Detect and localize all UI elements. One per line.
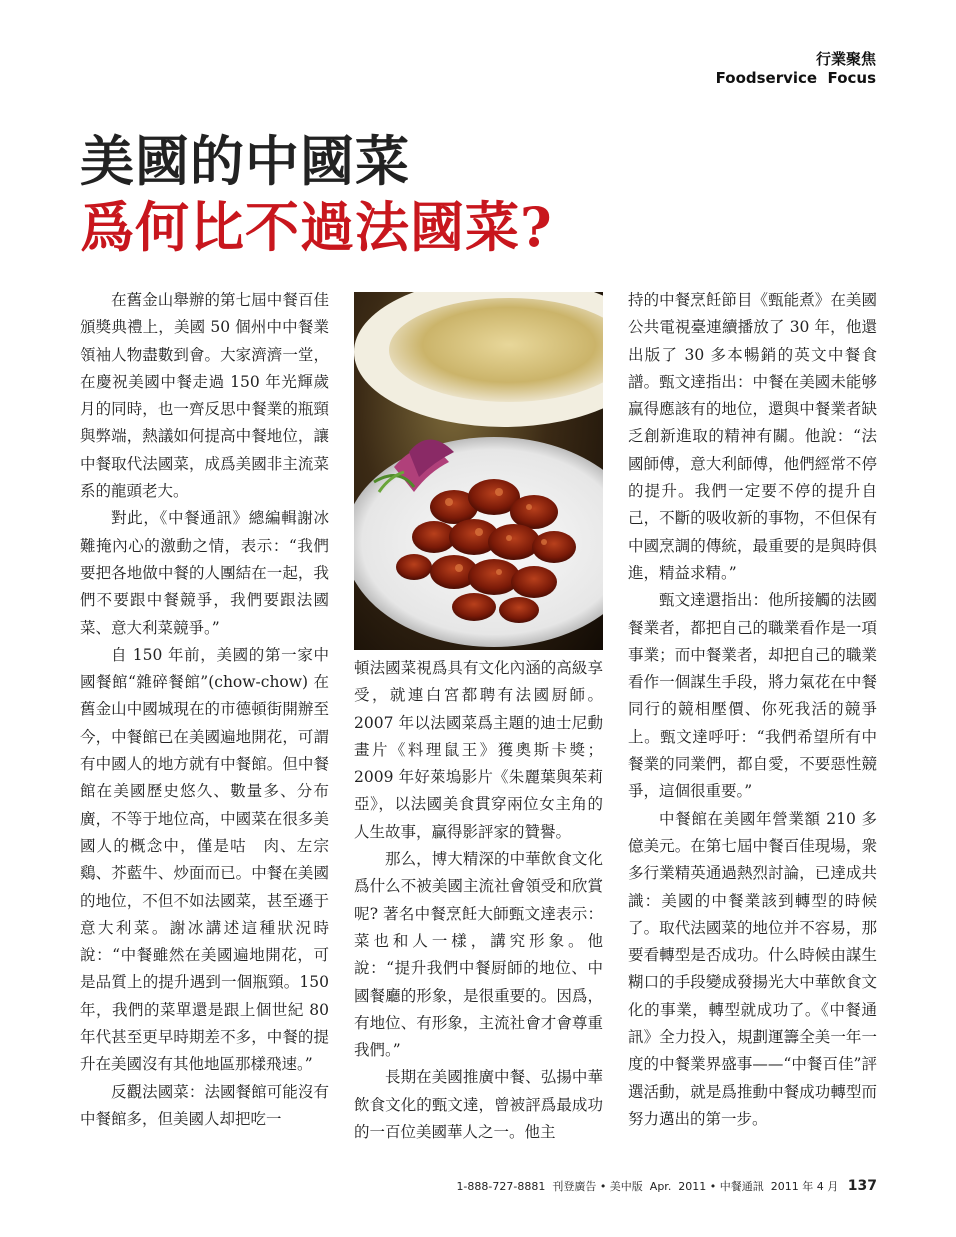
page-footer (350, 1178, 877, 1194)
section-title-zh: 行業聚焦 (815, 50, 876, 68)
page-number: 137 (847, 1178, 877, 1194)
paragraph: 在舊金山舉辦的第七屆中餐百佳頒獎典禮上，美國 50 個州中中餐業領袖人物盡數到會。大家濟濟一堂，在慶祝美國中餐走過 150 年光輝歲月的同時，也一齊反思中餐業的瓶頸與弊端，熱議如何提高中餐地位，讓中餐取代法國菜，成爲美國非主流菜系的龍頭老大。 (80, 291, 329, 501)
column-1 (80, 287, 329, 1133)
paragraph: 對此，《中餐通訊》總編輯謝冰難掩內心的激動之情，表示：“我們要把各地做中餐的人團結在一起，我們不要跟中餐競爭，我們要跟法國菜、意大利菜競爭。” (80, 509, 329, 637)
paragraph: 反觀法國菜：法國餐館可能沒有中餐館多，但美國人却把吃一 (80, 1082, 329, 1128)
sweet-and-sour-pork-image (354, 292, 603, 650)
column-3 (628, 287, 877, 1133)
section-header (716, 50, 876, 88)
paragraph: 那么，博大精深的中華飲食文化爲什么不被美國主流社會領受和欣賞呢? 著名中餐烹飪大師甄文達表示：菜也和人一樣，講究形象。他說：“提升我們中餐厨師的地位、中國餐廳的形象，是很重要的。因爲，有地位、有形象，主流社會才會尊重我們。” (354, 850, 603, 1060)
paragraph: 長期在美國推廣中餐、弘揚中華飲食文化的甄文達，曾被評爲最成功的一百位美國華人之一。他主 (354, 1068, 603, 1142)
footer-text: 1-888-727-8881 刊登廣告 • 美中版 Apr. 2011 • 中餐通訊 2011 年 4 月 (456, 1180, 839, 1193)
title-line-2: 爲何比不過法國菜? (80, 195, 553, 259)
column-2 (354, 655, 603, 1146)
paragraph: 自 150 年前，美國的第一家中國餐館“雜碎餐館”(chow-chow) 在舊金山中國城現在的市德頓街開辦至今，中餐館已在美國遍地開花，可謂有中國人的地方就有中餐館。但中餐館在美國歷史悠久、數量多、分布廣，不等于地位高，中國菜在很多美國人的概念中，僅是咕 肉、左宗鷄、芥藍牛、炒面而已。中餐在美國的地位，不但不如法國菜，甚至遜于意大利菜。謝冰講述這種狀況時說：“中餐雖然在美國遍地開花，可是品質上的提升遇到一個瓶頸。150 年，我們的菜單還是跟上個世紀 80 年代甚至更早時期差不多，中餐的提升在美國沒有其他地區那樣飛速。” (80, 645, 329, 1074)
paragraph: 中餐館在美國年營業額 210 多億美元。在第七屆中餐百佳現場，衆多行業精英通過熱烈討論，已達成共識：美國的中餐業該到轉型的時候了。取代法國菜的地位并不容易，那要看轉型是否成功。什么時候由謀生糊口的手段變成發揚光大中華飲食文化的事業，轉型就成功了。《中餐通訊》全力投入，規劃運籌全美一年一度的中餐業界盛事——“中餐百佳”評選活動，就是爲推動中餐成功轉型而努力邁出的第一步。 (628, 809, 877, 1128)
article-title (80, 128, 553, 260)
paragraph: 頓法國菜視爲具有文化內涵的高級享受，就連白宮都聘有法國厨師。2007 年以法國菜爲主題的迪士尼動畫片《料理鼠王》獲奧斯卡獎；2009 年好萊塢影片《朱麗葉與茱莉亞》，以法國美食貫穿兩位女主角的人生故事，贏得影評家的贊譽。 (354, 659, 603, 841)
title-line-1: 美國的中國菜 (80, 129, 410, 193)
paragraph: 持的中餐烹飪節目《甄能煮》在美國公共電視臺連續播放了 30 年，他還出版了 30 多本暢銷的英文中餐食譜。甄文達指出：中餐在美國未能够赢得應該有的地位，還與中餐業者缺乏創新進取的精神有關。他說：“法國師傅，意大利師傅，他們經常不停的提升。我們一定要不停的提升自己，不斷的吸收新的事物，不但保有中國烹調的傳統，最重要的是與時俱進，精益求精。” (628, 291, 877, 582)
paragraph: 甄文達還指出：他所接觸的法國餐業者，都把自己的職業看作是一項事業；而中餐業者，却把自己的職業看作一個謀生手段，將力氣花在中餐同行的競相壓價、你死我活的競爭上。甄文達呼吁：“我們希望所有中餐業的同業們，都自愛，不要惡性競爭，這個很重要。” (628, 591, 877, 801)
food-photo (354, 292, 603, 650)
section-title-en: Foodservice Focus (715, 69, 876, 87)
